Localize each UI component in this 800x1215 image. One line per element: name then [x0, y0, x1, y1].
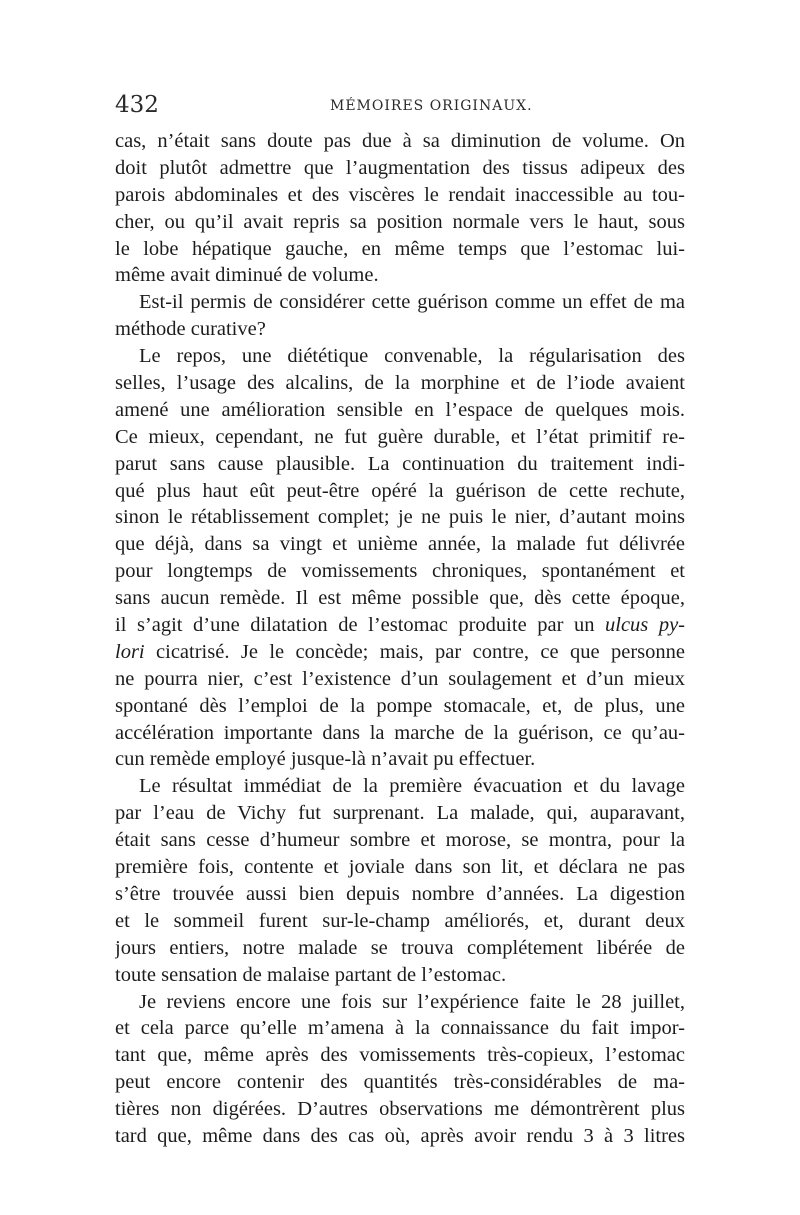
text-line: jours entiers, notre malade se trouva complétement libérée de	[115, 936, 685, 959]
paragraph	[115, 128, 685, 289]
text-line-with-italic	[115, 612, 685, 639]
text-line: Je reviens encore une fois sur l’expérience faite le 28 juillet,	[139, 990, 685, 1013]
text-line: cher, ou qu’il avait repris sa position normale vers le haut, sous	[115, 210, 685, 233]
text-line: cun remède employé jusque-là n’avait pu effectuer.	[115, 748, 536, 771]
text-line: sans aucun remède. Il est même possible que, dès cette époque,	[115, 587, 685, 610]
text-segment: cicatrisé. Je le concède; mais, par contre, ce que personne	[144, 640, 685, 663]
text-line: parois abdominales et des viscères le rendait inaccessible au tou-	[115, 183, 685, 206]
text-line-with-italic	[115, 639, 685, 666]
text-line: tières non digérées. D’autres observations me démontrèrent plus	[115, 1098, 685, 1121]
text-line: spontané dès l’emploi de la pompe stomacale, et, de plus, une	[115, 694, 685, 717]
text-line: Ce mieux, cependant, ne fut guère durable, et l’état primitif re-	[115, 425, 685, 448]
body-text	[115, 128, 685, 1150]
text-line: était sans cesse d’humeur sombre et morose, se montra, pour la	[115, 829, 685, 852]
text-line: accélération importante dans la marche de la guérison, ce qu’au-	[115, 721, 685, 744]
page-number: 432	[115, 92, 159, 118]
text-line: parut sans cause plausible. La continuation du traitement indi-	[115, 452, 685, 475]
text-line: Le repos, une diététique convenable, la régularisation des	[139, 345, 685, 368]
text-line: doit plutôt admettre que l’augmentation des tissus adipeux des	[115, 156, 685, 179]
text-line: toute sensation de malaise partant de l’estomac.	[115, 963, 507, 986]
paragraph	[115, 773, 685, 988]
text-line: par l’eau de Vichy fut surprenant. La malade, qui, auparavant,	[115, 802, 685, 825]
text-line: Est-il permis de considérer cette guérison comme un effet de ma	[139, 291, 685, 314]
text-line: tard que, même dans des cas où, après avoir rendu 3 à 3 litres	[115, 1124, 685, 1147]
text-line: même avait diminué de volume.	[115, 264, 379, 287]
text-line: le lobe hépatique gauche, en même temps que l’estomac lui-	[115, 237, 685, 260]
paragraph	[115, 289, 685, 343]
text-line: sinon le rétablissement complet; je ne puis le nier, d’autant moins	[115, 506, 685, 529]
italic-term: ulcus py-	[605, 614, 685, 637]
text-line: cas, n’était sans doute pas due à sa diminution de volume. On	[115, 130, 685, 152]
text-line: ne pourra nier, c’est l’existence d’un soulagement et d’un mieux	[115, 667, 685, 690]
paragraph	[115, 989, 685, 1150]
text-line: pour longtemps de vomissements chroniques, spontanément et	[115, 560, 685, 583]
paragraph	[115, 343, 685, 773]
text-line: s’être trouvée aussi bien depuis nombre d’années. La digestion	[115, 882, 685, 905]
italic-term: lori	[115, 640, 145, 663]
text-line: tant que, même après des vomissements très-copieux, l’estomac	[115, 1044, 685, 1067]
text-line: et cela parce qu’elle m’amena à la connaissance du fait impor-	[115, 1017, 685, 1040]
page-header	[115, 92, 685, 118]
running-head: MÉMOIRES ORIGINAUX.	[330, 98, 533, 114]
text-line: amené une amélioration sensible en l’espace de quelques mois.	[115, 398, 685, 421]
text-line: selles, l’usage des alcalins, de la morphine et de l’iode avaient	[115, 372, 685, 395]
text-line: Le résultat immédiat de la première évacuation et du lavage	[139, 775, 685, 798]
text-line: méthode curative?	[115, 318, 266, 341]
text-line: première fois, contente et joviale dans son lit, et déclara ne pas	[115, 856, 685, 879]
text-line: et le sommeil furent sur-le-champ améliorés, et, durant deux	[115, 909, 685, 932]
text-segment: il s’agit d’une dilatation de l’estomac produite par un	[115, 614, 605, 637]
text-line: peut encore contenir des quantités très-considérables de ma-	[115, 1071, 685, 1094]
text-line: que déjà, dans sa vingt et unième année, la malade fut délivrée	[115, 533, 685, 556]
text-line: qué plus haut eût peut-être opéré la guérison de cette rechute,	[115, 479, 685, 502]
